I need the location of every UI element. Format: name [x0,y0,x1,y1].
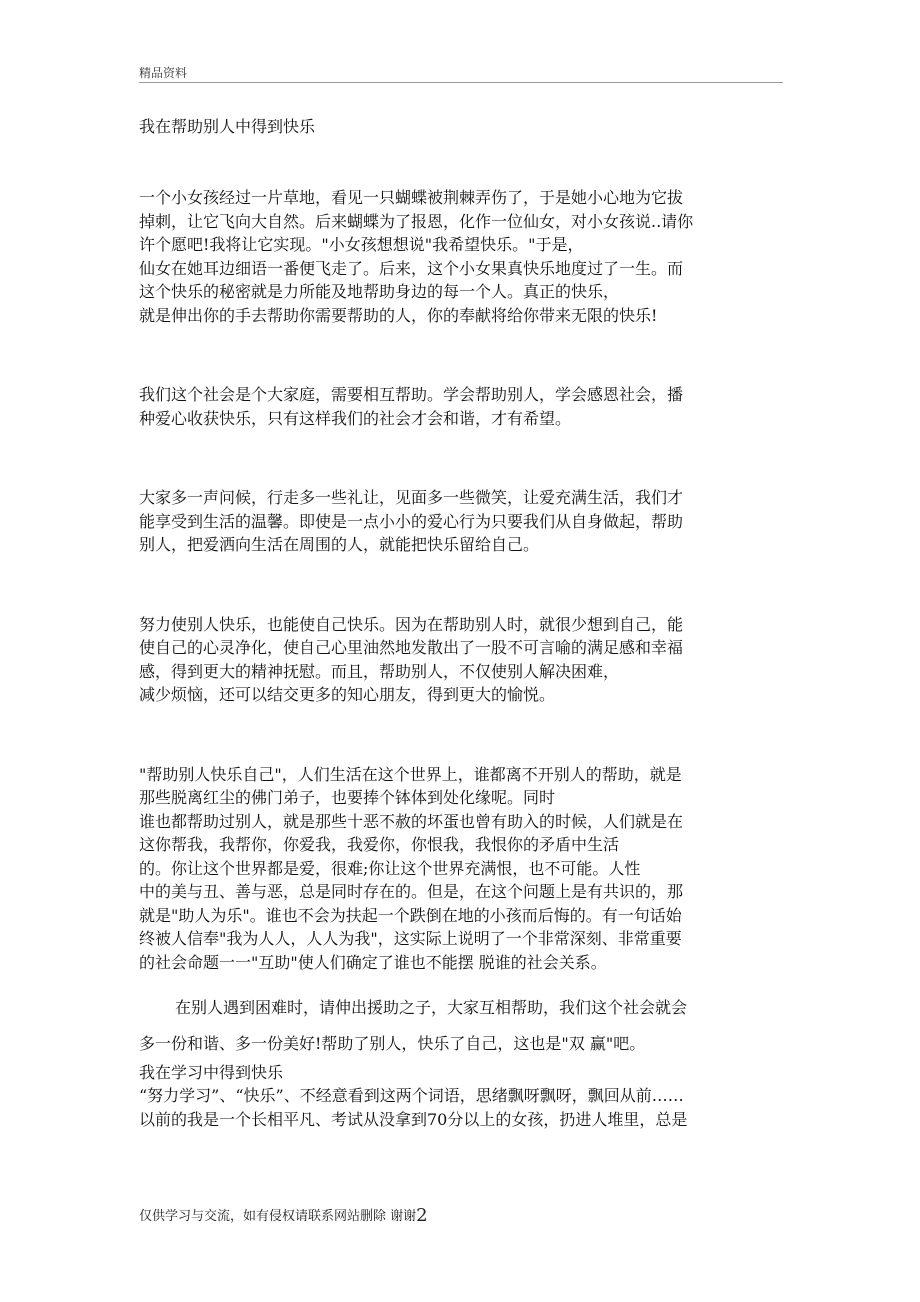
text-line: 感，得到更大的精神抚慰。而且，帮助别人，不仅使别人解决困难， [139,661,620,681]
paragraph-3 [139,486,779,557]
text-line: 我们这个社会是个大家庭，需要相互帮助。学会帮助别人，学会感恩社会，播 [139,385,684,404]
text-line: 许个愿吧!我将让它实现。"小女孩想想说"我希望快乐。"于是， [139,235,584,254]
text-line: 中的美与丑、善与恶，总是同时存在的。但是，在这个问题上是有共识的，那 [139,882,684,901]
footer-note: 仅供学习与交流，如有侵权请联系网站删除 谢谢 [139,1209,417,1224]
text-line: 种爱心收获快乐，只有这样我们的社会才会和谐，才有希望。 [139,408,572,428]
text-line: 能享受到生活的温馨。即使是一点小小的爱心行为只要我们从自身做起，帮助 [139,511,684,531]
text-line: 别人，把爱洒向生活在周围的人，就能把快乐留给自己。 [139,535,540,554]
text-line: 大家多一声问候，行走多一些礼让，见面多一些微笑，让爱充满生活，我们才 [139,488,684,507]
text-line: 的。你让这个世界都是爱，很难;你让这个世界充满恨，也不可能。人性 [139,858,641,878]
text-line: 谁也都帮助过别人，就是那些十恶不赦的坏蛋也曾有助入的时候，人们就是在 [139,811,684,831]
text-line: 这个快乐的秘密就是力所能及地帮助身边的每一个人。真正的快乐， [139,282,620,301]
text-line: 这你帮我，我帮你，你爱我，我爱你，你恨我，我恨你的矛盾中生活 [139,835,620,854]
closing-paragraph [139,990,779,1062]
text-line: 努力使别人快乐，也能使自己快乐。因为在帮助别人时，就很少想到自己，能 [139,614,684,634]
paragraph-1 [139,186,779,327]
text-line: 使自己的心灵净化，使自己心里油然地发散出了一股不可言喻的满足感和幸福 [139,638,684,657]
text-line: 终被人信奉"我为人人，人人为我"，这实际上说明了一个非常深刻、非常重要 [139,929,682,948]
paragraph-5 [139,763,779,975]
document-title: 我在帮助别人中得到快乐 [139,117,316,136]
section-title: 我在学习中得到快乐 [139,1063,284,1082]
text-line: 那些脱离红尘的佛门弟子，也要捧个钵体到处化缘呢。同时 [139,788,556,807]
page-footer [139,1205,428,1226]
header-divider [139,82,783,83]
text-line: 掉刺，让它飞向大自然。后来蝴蝶为了报恩，化作一位仙女，对小女孩说..请你 [139,211,694,231]
text-line: 就是伸出你的手去帮助你需要帮助的人，你的奉献将给你带来无限的快乐! [139,305,658,325]
text-line: “努力学习”、“快乐”、不经意看到这两个词语，思绪飘呀飘呀，飘回从前…… [139,1086,684,1105]
paragraph-spacer [139,430,779,486]
paragraph-spacer [139,327,779,383]
text-line: 在别人遇到困难时，请伸出援助之子，大家互相帮助，我们这个社会就会 [175,998,688,1017]
text-line: 减少烦恼，还可以结交更多的知心朋友，得到更大的愉悦。 [139,685,556,704]
text-line: 多一份和谐、多一份美好!帮助了别人，快乐了自己，这也是"双 赢"吧。 [139,1034,646,1053]
page-header: 精品资料 [139,66,188,80]
text-line: 就是"助人为乐"。谁也不会为扶起一个跌倒在地的小孩而后悔的。有一句话始 [139,905,682,925]
text-line: 仙女在她耳边细语一番便飞走了。后来，这个小女果真快乐地度过了一生。而 [139,258,684,278]
text-line: "帮助别人快乐自己"，人们生活在这个世界上，谁都离不开别人的帮助，就是 [139,764,682,784]
next-section [139,1062,779,1131]
text-line: 一个小女孩经过一片草地，看见一只蝴蝶被荆棘弄伤了，于是她小心地为它拔 [139,188,684,207]
text-line: 的社会命题一一"互助"使人们确定了谁也不能摆 脱谁的社会关系。 [139,952,607,972]
paragraph-2 [139,383,779,430]
page-number: 2 [416,1205,428,1226]
paragraph-spacer [139,707,779,763]
text-line: 以前的我是一个长相平凡、考试从没拿到70分以上的女孩，扔进人堆里，总是 [139,1109,688,1129]
paragraph-spacer [139,557,779,613]
paragraph-4 [139,613,779,707]
document-body [139,186,779,1131]
